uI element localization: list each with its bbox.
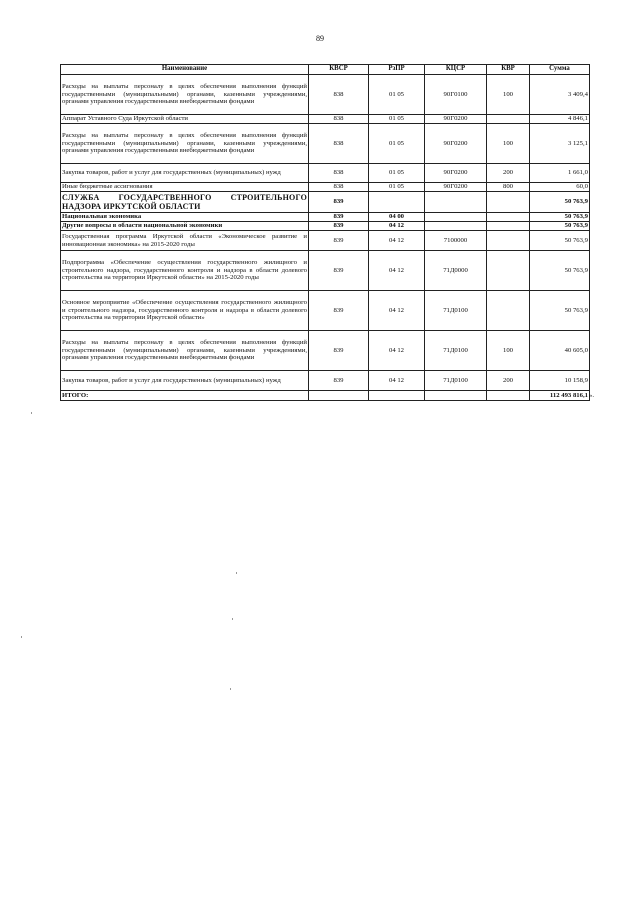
cell-kvr	[487, 231, 530, 251]
cell-kvsr: 839	[309, 251, 369, 291]
cell-kvr: 800	[487, 183, 530, 192]
cell-kvsr: 839	[309, 291, 369, 331]
cell-sum: 1 661,0	[530, 164, 590, 183]
cell-kvr	[487, 213, 530, 222]
cell-rzpr: 01 05	[369, 124, 425, 164]
scan-speck	[21, 636, 22, 638]
cell-kvsr: 838	[309, 115, 369, 124]
cell-sum: 50 763,9	[530, 291, 590, 331]
cell-sum: 3 125,1	[530, 124, 590, 164]
table-row	[61, 222, 590, 231]
cell-kvr	[487, 251, 530, 291]
cell-kcsr: 71Д0100	[425, 291, 487, 331]
cell-kcsr: 90Г0100	[425, 75, 487, 115]
table-row	[61, 251, 590, 291]
table-row	[61, 291, 590, 331]
cell-rzpr: 04 12	[369, 222, 425, 231]
cell-rzpr: 04 12	[369, 251, 425, 291]
cell-sum: 50 763,9	[530, 192, 590, 213]
cell-name: Закупка товаров, работ и услуг для государственных (муниципальных) нужд	[61, 371, 309, 391]
cell-sum: 3 409,4	[530, 75, 590, 115]
header-rzpr: РзПР	[369, 65, 425, 75]
cell-kvr	[487, 115, 530, 124]
cell-name: Расходы на выплаты персоналу в целях обеспечения выполнения функций государственными (муниципальными) органами, казенными учреждениями, органами управления государственными внебюджетными фондами	[61, 331, 309, 371]
cell-kvr	[487, 192, 530, 213]
table-row	[61, 213, 590, 222]
cell-rzpr: 04 12	[369, 331, 425, 371]
cell-kcsr	[425, 391, 487, 401]
cell-sum: 60,0	[530, 183, 590, 192]
cell-rzpr: 04 12	[369, 291, 425, 331]
header-kvsr: КВСР	[309, 65, 369, 75]
cell-kvr: 200	[487, 371, 530, 391]
page-number: 89	[316, 34, 324, 43]
cell-kcsr: 90Г0200	[425, 164, 487, 183]
scan-speck	[232, 618, 233, 620]
table-row	[61, 391, 590, 401]
cell-kcsr: 90Г0200	[425, 183, 487, 192]
cell-name: Расходы на выплаты персоналу в целях обеспечения выполнения функций государственными (муниципальными) органами, казенными учреждениями, органами управления государственными внебюджетными фондами	[61, 75, 309, 115]
cell-sum: 112 493 816,1 ».	[530, 391, 590, 401]
cell-name: ИТОГО:	[61, 391, 309, 401]
table-body	[61, 75, 595, 401]
cell-rzpr: 04 12	[369, 371, 425, 391]
table-row	[61, 371, 590, 391]
cell-kvsr: 839	[309, 192, 369, 213]
header-kvr: КВР	[487, 65, 530, 75]
cell-rzpr	[369, 391, 425, 401]
cell-kvsr: 838	[309, 124, 369, 164]
cell-kvr: 100	[487, 75, 530, 115]
cell-name: Национальная экономика	[61, 213, 309, 222]
table-row	[61, 231, 590, 251]
cell-rzpr: 01 05	[369, 183, 425, 192]
cell-name: Подпрограмма «Обеспечение осуществления государственного жилищного и строительного надзора, государственного контроля и надзора в области долевого строительства на территории Иркутской области» на 2015-2020 годы	[61, 251, 309, 291]
table-row	[61, 192, 590, 213]
header-kcsr: КЦСР	[425, 65, 487, 75]
cell-kcsr: 90Г0200	[425, 124, 487, 164]
cell-kvr	[487, 391, 530, 401]
cell-sum: 10 158,9	[530, 371, 590, 391]
cell-kcsr	[425, 222, 487, 231]
cell-sum: 4 846,1	[530, 115, 590, 124]
header-sum: Сумма	[530, 65, 590, 75]
cell-name: Другие вопросы в области национальной экономики	[61, 222, 309, 231]
table-row	[61, 183, 590, 192]
cell-kcsr	[425, 213, 487, 222]
cell-rzpr: 04 00	[369, 213, 425, 222]
cell-kvsr: 839	[309, 213, 369, 222]
cell-rzpr	[369, 192, 425, 213]
closing-quote-mark: ».	[589, 391, 595, 399]
header-name: Наименование	[61, 65, 309, 75]
cell-kcsr: 71Д0000	[425, 251, 487, 291]
cell-kvr	[487, 222, 530, 231]
cell-name: Государственная программа Иркутской области «Экономическое развитие и инновационная экономика» на 2015-2020 годы	[61, 231, 309, 251]
cell-kvr: 200	[487, 164, 530, 183]
cell-rzpr: 01 05	[369, 75, 425, 115]
cell-kvr	[487, 291, 530, 331]
table-row	[61, 115, 590, 124]
cell-rzpr: 04 12	[369, 231, 425, 251]
scan-speck	[31, 412, 32, 414]
cell-kvr: 100	[487, 124, 530, 164]
table-header-row	[61, 65, 590, 75]
table-row	[61, 164, 590, 183]
cell-sum: 50 763,9	[530, 213, 590, 222]
cell-name: Расходы на выплаты персоналу в целях обеспечения выполнения функций государственными (муниципальными) органами, казенными учреждениями, органами управления государственными внебюджетными фондами	[61, 124, 309, 164]
cell-kvsr: 839	[309, 331, 369, 371]
scan-speck	[236, 572, 237, 574]
cell-kcsr: 71Д0100	[425, 331, 487, 371]
cell-sum: 50 763,9	[530, 231, 590, 251]
cell-kcsr: 71Д0100	[425, 371, 487, 391]
cell-name: Иные бюджетные ассигнования	[61, 183, 309, 192]
cell-name: Основное мероприятие «Обеспечение осуществления государственного жилищного и строительного надзора, государственного контроля и надзора в области долевого строительства на территории Иркутской области»	[61, 291, 309, 331]
table-row	[61, 331, 590, 371]
scan-speck	[230, 688, 231, 690]
cell-kvr: 100	[487, 331, 530, 371]
cell-name: Аппарат Уставного Суда Иркутской области	[61, 115, 309, 124]
cell-name: Закупка товаров, работ и услуг для государственных (муниципальных) нужд	[61, 164, 309, 183]
cell-sum: 50 763,9	[530, 222, 590, 231]
cell-kvsr: 839	[309, 222, 369, 231]
cell-name: СЛУЖБА ГОСУДАРСТВЕННОГО СТРОИТЕЛЬНОГО НАДЗОРА ИРКУТСКОЙ ОБЛАСТИ	[62, 192, 307, 211]
cell-kvsr: 839	[309, 371, 369, 391]
table-row	[61, 75, 590, 115]
cell-kvsr: 838	[309, 164, 369, 183]
cell-rzpr: 01 05	[369, 115, 425, 124]
cell-sum: 40 605,0	[530, 331, 590, 371]
cell-kvsr: 838	[309, 183, 369, 192]
cell-kvsr	[309, 391, 369, 401]
cell-kcsr: 7100000	[425, 231, 487, 251]
cell-rzpr: 01 05	[369, 164, 425, 183]
cell-kcsr: 90Г0200	[425, 115, 487, 124]
cell-kvsr: 839	[309, 231, 369, 251]
cell-kcsr	[425, 192, 487, 213]
cell-sum: 50 763,9	[530, 251, 590, 291]
table-row	[61, 124, 590, 164]
budget-table	[60, 64, 595, 401]
cell-kvsr: 838	[309, 75, 369, 115]
